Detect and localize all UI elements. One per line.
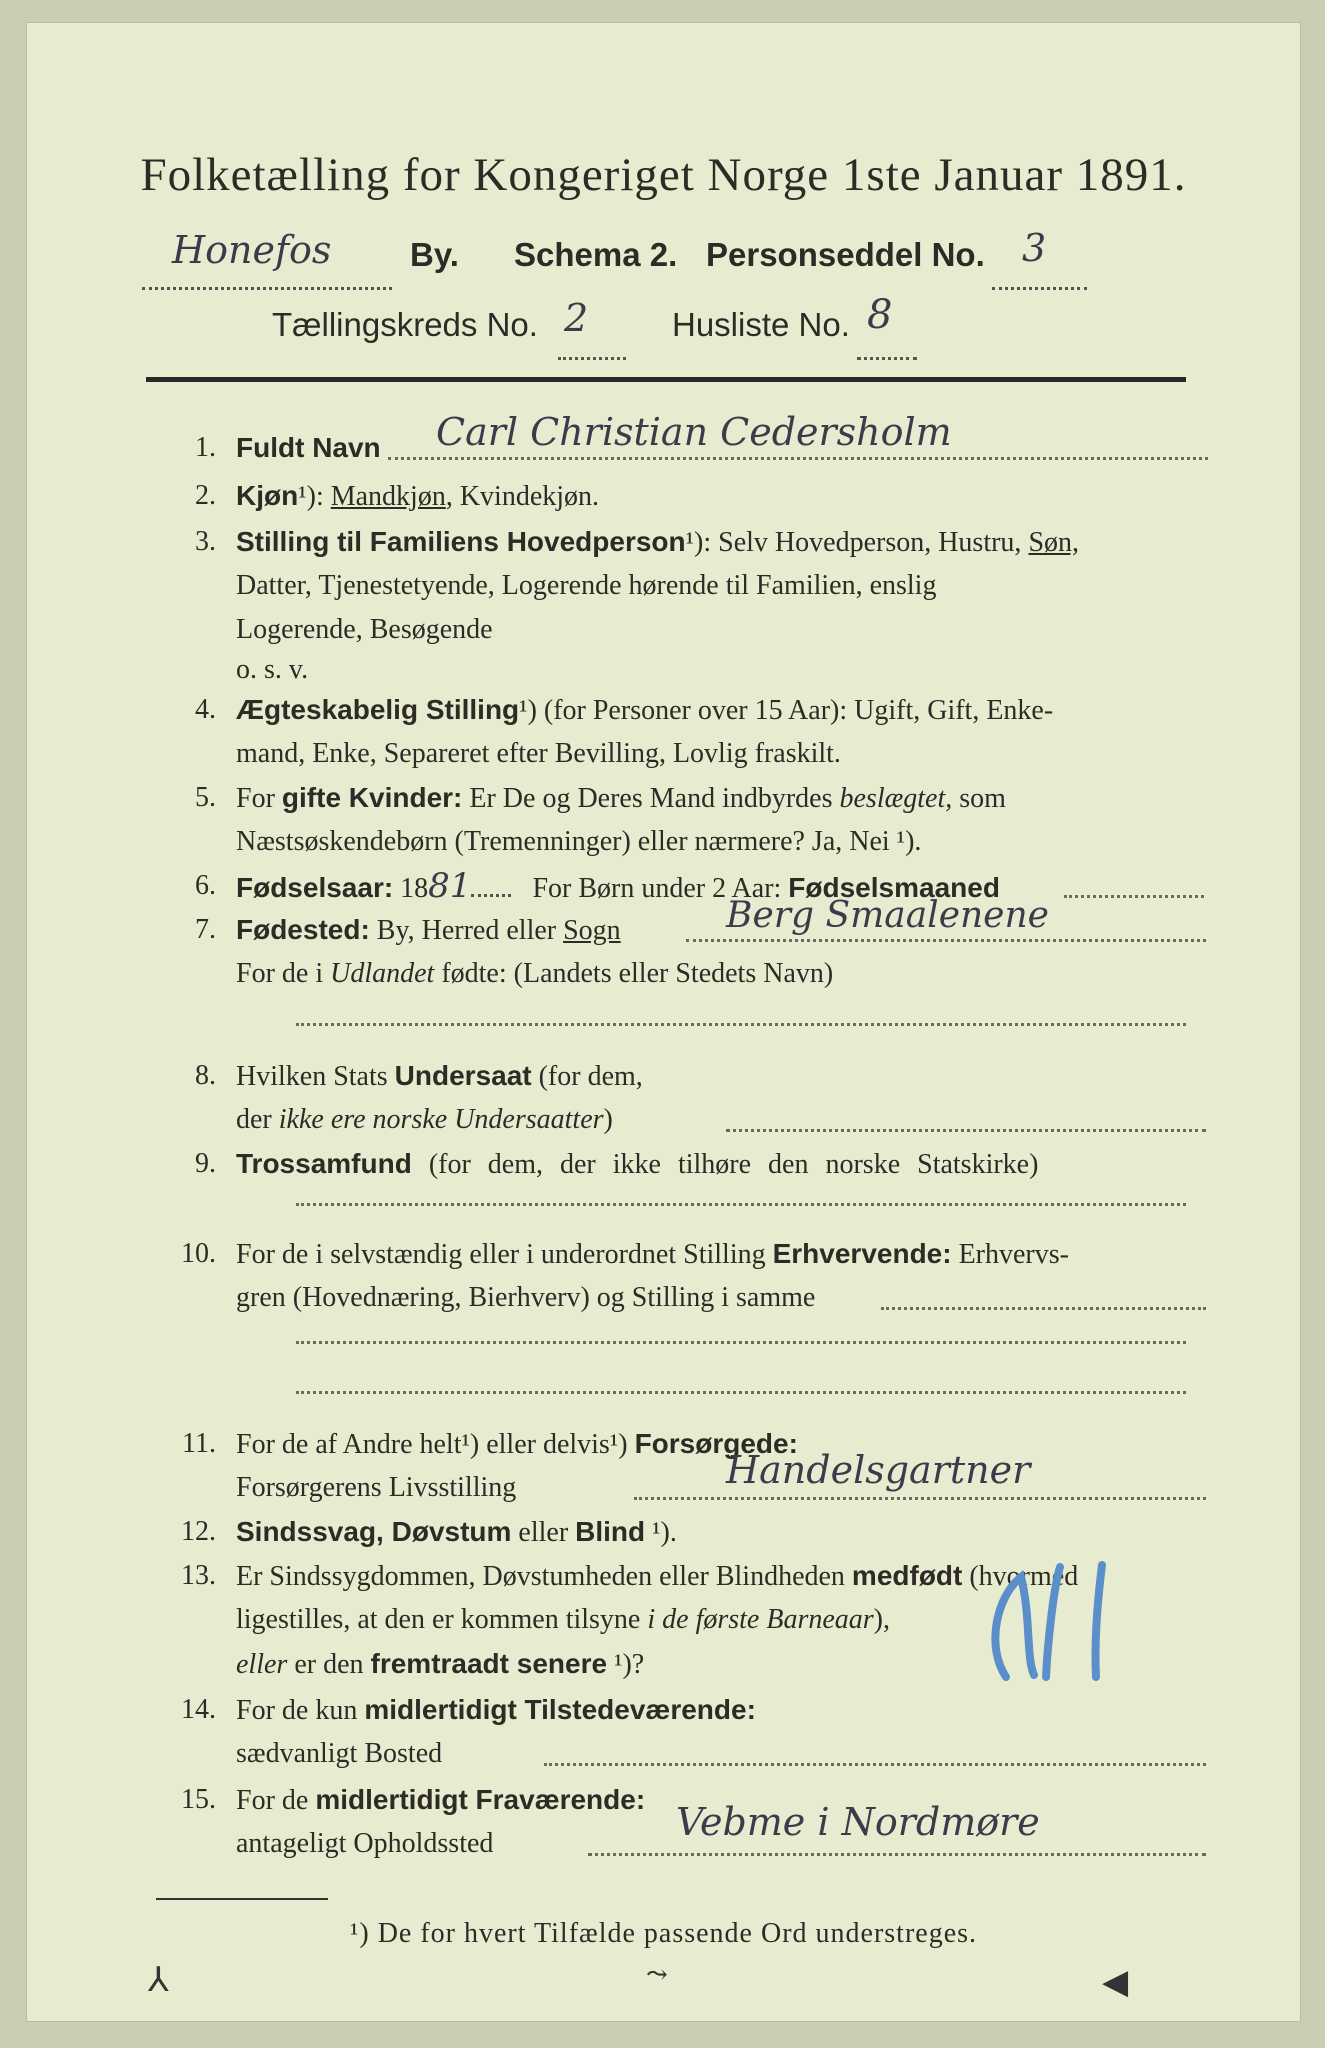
question-text: (for dem, bbox=[531, 1061, 643, 1092]
option-mandkjon-underlined: Mandkjøn bbox=[330, 481, 446, 512]
question-number: 14. bbox=[181, 1694, 216, 1725]
question-number: 5. bbox=[195, 782, 216, 813]
answer-full-name: Carl Christian Cedersholm bbox=[436, 410, 952, 454]
question-number: 12. bbox=[181, 1516, 216, 1547]
question-text: Hvilken Stats bbox=[236, 1061, 395, 1092]
question-text-italic: Udlandet bbox=[330, 958, 435, 989]
question-1 bbox=[146, 410, 1206, 476]
question-text: (hvormed bbox=[962, 1561, 1079, 1592]
question-text: (for dem, der ikke tilhøre den norske Statskirke) bbox=[411, 1149, 1039, 1180]
header-rule bbox=[146, 377, 1186, 382]
question-text-italic: i de første Barneaar bbox=[647, 1604, 874, 1635]
question-text: Erhvervs- bbox=[951, 1239, 1069, 1270]
question-text: ¹): Selv Hovedperson, Hustru, bbox=[685, 527, 1029, 558]
question-text: For de bbox=[236, 1785, 316, 1816]
question-text: ¹). bbox=[645, 1517, 677, 1548]
question-number: 6. bbox=[195, 870, 216, 901]
question-label: fremtraadt senere bbox=[370, 1648, 608, 1679]
question-number: 10. bbox=[181, 1238, 216, 1269]
question-text: mand, Enke, Separeret efter Bevilling, Lovlig fraskilt. bbox=[236, 738, 841, 769]
question-text: Er De og Deres Mand indbyrdes bbox=[462, 783, 840, 814]
answer-dots bbox=[1064, 894, 1204, 898]
schema-label: Schema 2. bbox=[514, 236, 678, 273]
question-label: Erhvervende: bbox=[772, 1238, 952, 1269]
question-text: antageligt Opholdssted bbox=[236, 1828, 494, 1859]
question-number: 7. bbox=[195, 914, 216, 945]
question-number: 15. bbox=[181, 1784, 216, 1815]
question-label: Stilling til Familiens Hovedperson bbox=[236, 526, 686, 557]
answer-dots bbox=[726, 1128, 1206, 1132]
footnote: ¹) De for hvert Tilfælde passende Ord understreges. bbox=[349, 1918, 978, 1949]
question-label: Sindssvag, Døvstum bbox=[236, 1516, 512, 1547]
answer-dots bbox=[588, 1852, 1206, 1856]
question-number: 3. bbox=[195, 526, 216, 557]
answer-dots bbox=[296, 1340, 1186, 1344]
question-label: Trossamfund bbox=[236, 1148, 412, 1179]
question-text-italic: beslægtet, bbox=[839, 783, 953, 814]
answer-provider-occupation: Handelsgartner bbox=[726, 1448, 1031, 1492]
question-text: ligestilles, at den er kommen tilsyne bbox=[236, 1604, 648, 1635]
question-text: ¹)? bbox=[607, 1649, 645, 1680]
question-text: sædvanligt Bosted bbox=[236, 1738, 443, 1769]
question-text: For bbox=[236, 783, 282, 814]
question-text: ) bbox=[603, 1104, 613, 1135]
center-mark: ⤳ bbox=[646, 1960, 668, 1989]
answer-birthplace: Berg Smaalenene bbox=[726, 895, 1049, 936]
question-label: midlertidigt Tilstedeværende: bbox=[364, 1694, 756, 1725]
question-label: Fødselsmaaned bbox=[788, 872, 1000, 903]
birth-year-handwritten: 81 bbox=[428, 866, 472, 906]
question-text: eller bbox=[511, 1517, 576, 1548]
question-text: fødte: (Landets eller Stedets Navn) bbox=[434, 958, 834, 989]
question-label: Fødested: bbox=[236, 914, 370, 945]
question-text-italic: eller bbox=[236, 1649, 288, 1680]
option-son-underlined: Søn, bbox=[1028, 527, 1080, 558]
answer-dots bbox=[296, 1202, 1186, 1206]
question-number: 4. bbox=[195, 694, 216, 725]
option-sogn-underlined: Sogn bbox=[563, 915, 621, 946]
question-text-italic: ikke ere norske Undersaatter bbox=[278, 1104, 604, 1135]
answer-dots bbox=[634, 1496, 1206, 1500]
kreds-label: Tællingskreds No. bbox=[272, 306, 538, 343]
question-label: Blind bbox=[575, 1516, 646, 1547]
birth-year-prefix: 18 bbox=[400, 873, 429, 904]
question-text: o. s. v. bbox=[236, 654, 309, 685]
question-label: Forsørgede: bbox=[634, 1428, 798, 1459]
question-number: 9. bbox=[195, 1148, 216, 1179]
question-label: Ægteskabelig Stilling bbox=[236, 694, 520, 725]
question-label: Fødselsaar: bbox=[236, 872, 394, 903]
question-text: der bbox=[236, 1104, 279, 1135]
question-text: For de kun bbox=[236, 1695, 365, 1726]
question-number: 11. bbox=[182, 1428, 216, 1459]
question-number: 13. bbox=[181, 1560, 216, 1591]
answer-dots bbox=[686, 938, 1206, 942]
form-title: Folketælling for Kongeriget Norge 1ste Januar 1891. bbox=[140, 149, 1187, 201]
question-text: ), bbox=[873, 1604, 890, 1635]
answer-temporary-residence: Vebme i Nordmøre bbox=[676, 1800, 1040, 1844]
question-label: Kjøn bbox=[236, 480, 299, 511]
answer-dots bbox=[296, 1022, 1186, 1026]
answer-dots bbox=[296, 1390, 1186, 1394]
question-text: Forsørgerens Livsstilling bbox=[236, 1472, 517, 1503]
by-label: By. bbox=[410, 236, 459, 273]
question-label: Fuldt Navn bbox=[236, 432, 381, 463]
question-label: gifte Kvinder: bbox=[281, 782, 463, 813]
question-text: ¹) (for Personer over 15 Aar): Ugift, Gift, Enke- bbox=[519, 695, 1054, 726]
question-text: som bbox=[952, 783, 1006, 814]
question-number: 8. bbox=[195, 1060, 216, 1091]
question-text: Logerende, Besøgende bbox=[236, 614, 493, 645]
question-label: medfødt bbox=[851, 1560, 963, 1591]
question-text: Er Sindssygdommen, Døvstumheden eller Blindheden bbox=[236, 1561, 852, 1592]
corner-mark-right: ◀ bbox=[1102, 1964, 1129, 2001]
kreds-number: 2 bbox=[564, 296, 589, 340]
answer-dots bbox=[881, 1306, 1206, 1310]
question-text: For de i selvstændig eller i underordnet Stilling bbox=[236, 1239, 773, 1270]
corner-mark-left: ⅄ bbox=[148, 1962, 169, 1999]
husliste-number: 8 bbox=[867, 292, 893, 338]
place-name: Honefos bbox=[172, 228, 332, 272]
question-text: er den bbox=[287, 1649, 371, 1680]
answer-dots bbox=[544, 1762, 1206, 1766]
question-text: By, Herred eller bbox=[369, 915, 564, 946]
question-text: gren (Hovednæring, Bierhverv) og Stilling i samme bbox=[236, 1282, 816, 1313]
question-label: Undersaat bbox=[394, 1060, 532, 1091]
question-text: ¹): bbox=[298, 481, 331, 512]
question-number: 2. bbox=[195, 480, 216, 511]
blue-pencil-mark bbox=[976, 1557, 1136, 1687]
census-form bbox=[26, 22, 1301, 2022]
personseddel-label: Personseddel No. bbox=[706, 236, 985, 273]
question-label: midlertidigt Fraværende: bbox=[315, 1784, 646, 1815]
footnote-rule bbox=[156, 1898, 328, 1900]
answer-dots bbox=[388, 456, 1208, 460]
question-text: For de i bbox=[236, 958, 331, 989]
question-text: Datter, Tjenestetyende, Logerende hørende til Familien, enslig bbox=[236, 570, 937, 601]
option-kvindekjon: , Kvindekjøn. bbox=[445, 481, 600, 512]
question-text: Næstsøskendebørn (Tremenninger) eller nærmere? Ja, Nei ¹). bbox=[236, 826, 922, 857]
question-text: For de af Andre helt¹) eller delvis¹) bbox=[236, 1429, 635, 1460]
question-number: 1. bbox=[195, 432, 216, 463]
question-text: For Børn under 2 Aar: bbox=[532, 873, 782, 904]
husliste-label: Husliste No. bbox=[672, 306, 850, 343]
personseddel-number: 3 bbox=[1022, 226, 1047, 270]
